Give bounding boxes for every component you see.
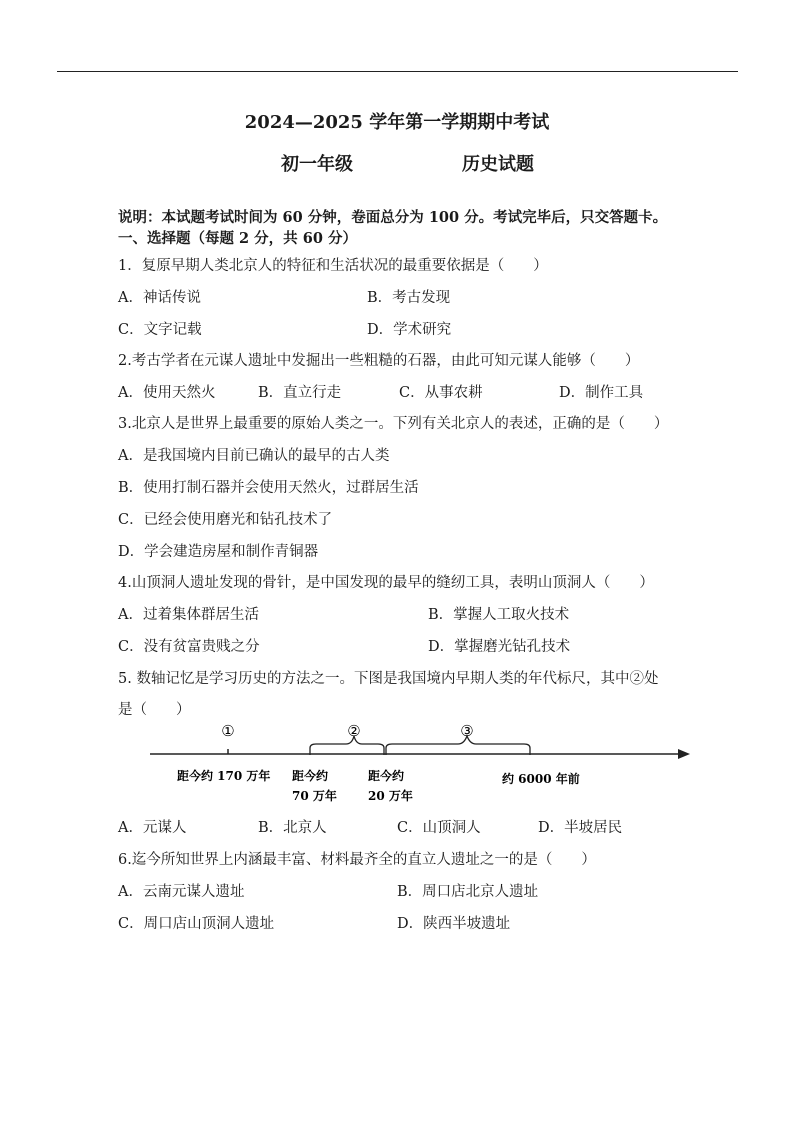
label-70a: 距今约 xyxy=(292,769,329,783)
q4-option-d: D．掌握磨光钻孔技术 xyxy=(428,639,571,655)
q5-option-c: C．山顶洞人 xyxy=(397,820,481,836)
q1-option-c: C．文字记载 xyxy=(118,322,202,338)
label-20b: 20 万年 xyxy=(368,789,413,803)
question-5-stem: 5. 数轴记忆是学习历史的方法之一。下图是我国境内早期人类的年代标尺，其中②处 xyxy=(118,671,659,687)
q2-option-b: B．直立行走 xyxy=(258,385,342,401)
q2-option-c: C．从事农耕 xyxy=(399,385,483,401)
q4-option-a: A．过着集体群居生活 xyxy=(118,607,259,623)
question-3-stem: 3.北京人是世界上最重要的原始人类之一。下列有关北京人的表述，正确的是（ ） xyxy=(118,416,669,432)
header-rule xyxy=(57,71,738,72)
q4-option-b: B．掌握人工取火技术 xyxy=(428,607,570,623)
q6-option-b: B．周口店北京人遗址 xyxy=(397,884,539,900)
q6-option-d: D．陕西半坡遗址 xyxy=(397,916,511,932)
timeline-diagram xyxy=(140,718,690,810)
q1-option-d: D．学术研究 xyxy=(367,322,452,338)
question-1-stem: 1．复原早期人类北京人的特征和生活状况的最重要依据是（ ） xyxy=(118,258,548,274)
subject-label: 历史试题 xyxy=(462,154,534,175)
q1-option-a: A．神话传说 xyxy=(118,290,201,306)
q5-option-a: A．元谋人 xyxy=(118,820,187,836)
label-70b: 70 万年 xyxy=(292,789,337,803)
marker-3: ③ xyxy=(460,722,474,740)
q6-option-a: A．云南元谋人遗址 xyxy=(118,884,245,900)
question-4-stem: 4.山顶洞人遗址发现的骨针，是中国发现的最早的缝纫工具，表明山顶洞人（ ） xyxy=(118,575,654,591)
q3-option-a: A．是我国境内目前已确认的最早的古人类 xyxy=(118,448,390,464)
timeline-arrow-icon xyxy=(678,749,690,759)
marker-1: ① xyxy=(221,722,235,740)
q2-option-d: D．制作工具 xyxy=(559,385,644,401)
q5-option-b: B．北京人 xyxy=(258,820,327,836)
exam-title: 2024—2025 学年第一学期期中考试 xyxy=(244,112,550,133)
q2-option-a: A．使用天然火 xyxy=(118,385,216,401)
question-2-stem: 2.考古学者在元谋人遗址中发掘出一些粗糙的石器，由此可知元谋人能够（ ） xyxy=(118,353,640,369)
q5-option-d: D．半坡居民 xyxy=(538,820,623,836)
grade-label: 初一年级 xyxy=(281,154,353,175)
q3-option-b: B．使用打制石器并会使用天然火，过群居生活 xyxy=(118,480,419,496)
instructions: 说明：本试题考试时间为 60 分钟，卷面总分为 100 分。考试完毕后，只交答题卡。 xyxy=(118,209,668,226)
label-6000: 约 6000 年前 xyxy=(502,772,580,786)
q4-option-c: C．没有贫富贵贱之分 xyxy=(118,639,260,655)
section-heading: 一、选择题（每题 2 分，共 60 分） xyxy=(118,230,357,247)
q1-option-b: B．考古发现 xyxy=(367,290,451,306)
q3-option-d: D．学会建造房屋和制作青铜器 xyxy=(118,544,319,560)
question-6-stem: 6.迄今所知世界上内涵最丰富、材料最齐全的直立人遗址之一的是（ ） xyxy=(118,852,596,868)
label-170: 距今约 170 万年 xyxy=(177,769,271,783)
q6-option-c: C．周口店山顶洞人遗址 xyxy=(118,916,275,932)
question-5-stem-cont: 是（ ） xyxy=(118,702,191,718)
marker-2: ② xyxy=(347,722,361,740)
bracket-3 xyxy=(386,736,530,755)
q3-option-c: C．已经会使用磨光和钻孔技术了 xyxy=(118,512,333,528)
label-20a: 距今约 xyxy=(368,769,405,783)
